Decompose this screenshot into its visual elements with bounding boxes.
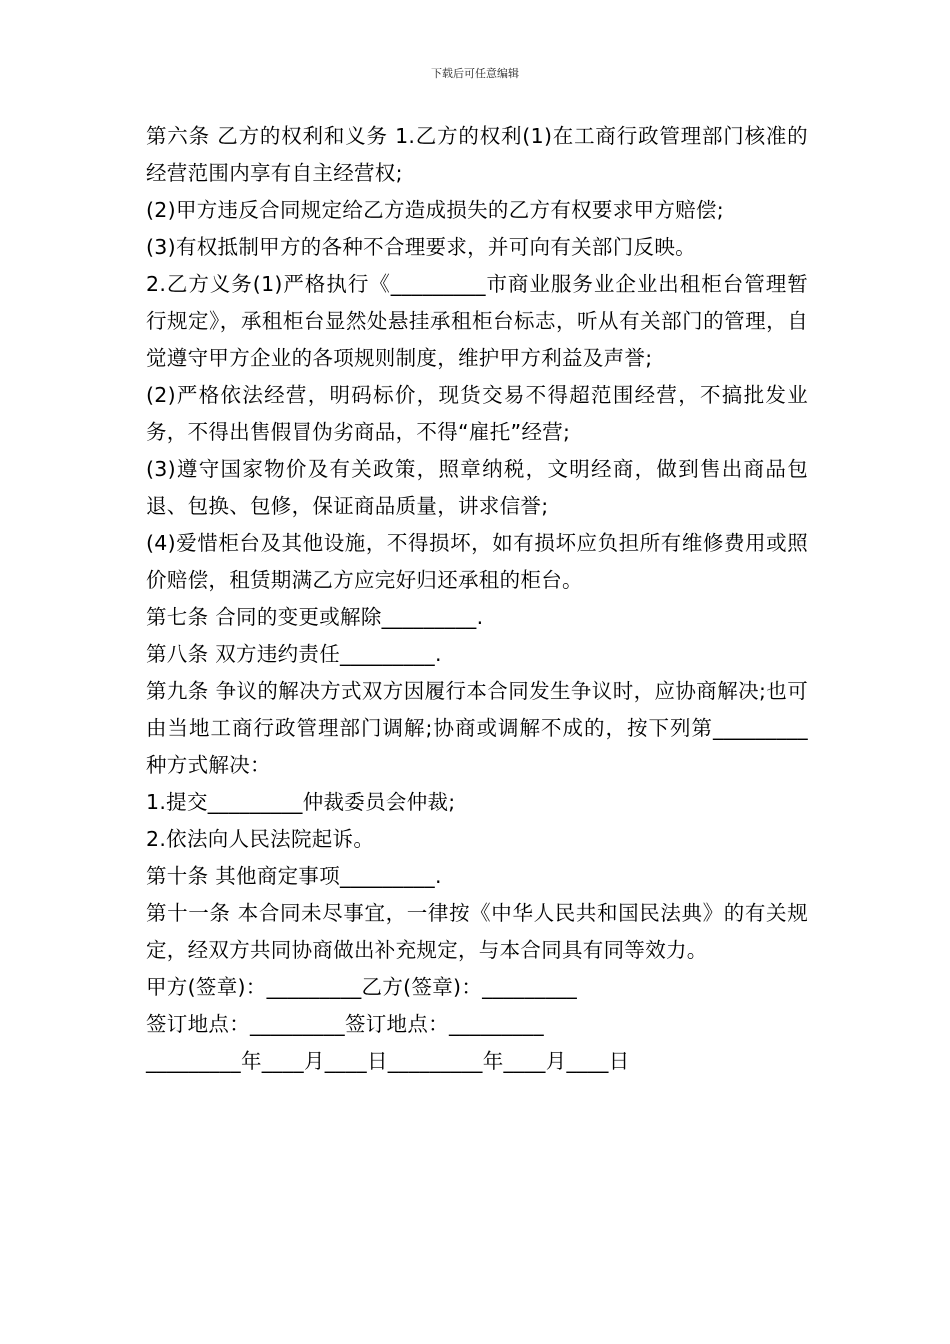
page-header-note: 下载后可任意编辑 — [431, 67, 519, 80]
article-6-obligation-2: (2)严格依法经营，明码标价，现货交易不得超范围经营，不搞批发业务，不得出售假冒伪劣商品，不得“雇托”经营; — [146, 383, 808, 444]
article-8: 第八条 双方违约责任_________. — [146, 642, 442, 666]
article-9-option-1: 1.提交_________仲裁委员会仲裁; — [146, 790, 456, 814]
article-9: 第九条 争议的解决方式双方因履行本合同发生争议时，应协商解决;也可由当地工商行政管理部门调解;协商或调解不成的，按下列第_________种方式解决： — [146, 679, 808, 777]
article-10: 第十条 其他商定事项_________. — [146, 864, 442, 888]
article-6-rights: 第六条 乙方的权利和义务 1.乙方的权利(1)在工商行政管理部门核准的经营范围内享有自主经营权; — [146, 124, 808, 185]
article-6-right-3: (3)有权抵制甲方的各种不合理要求，并可向有关部门反映。 — [146, 235, 696, 259]
article-6-obligation-3: (3)遵守国家物价及有关政策，照章纳税，文明经商，做到售出商品包退、包换、包修，保证商品质量，讲求信誉; — [146, 457, 808, 518]
article-6-right-2: (2)甲方违反合同规定给乙方造成损失的乙方有权要求甲方赔偿; — [146, 198, 724, 222]
signing-date-line: _________年____月____日_________年____月____日 — [146, 1049, 630, 1073]
article-9-option-2: 2.依法向人民法院起诉。 — [146, 827, 375, 851]
article-7: 第七条 合同的变更或解除_________. — [146, 605, 484, 629]
article-6-obligation-1: 2.乙方义务(1)严格执行《_________市商业服务业企业出租柜台管理暂行规定》，承租柜台显然处悬挂承租柜台标志，听从有关部门的管理，自觉遵守甲方企业的各项规则制度，维护甲方利益及声誉; — [146, 272, 808, 370]
signature-line: 甲方(签章)：_________乙方(签章)：_________ — [146, 975, 578, 999]
signing-place-line: 签订地点：_________签订地点：_________ — [146, 1012, 544, 1036]
article-6-obligation-4: (4)爱惜柜台及其他设施，不得损坏，如有损坏应负担所有维修费用或照价赔偿，租赁期满乙方应完好归还承租的柜台。 — [146, 531, 808, 592]
contract-body — [146, 118, 808, 1080]
article-11: 第十一条 本合同未尽事宜，一律按《中华人民共和国民法典》的有关规定，经双方共同协商做出补充规定，与本合同具有同等效力。 — [146, 901, 808, 962]
